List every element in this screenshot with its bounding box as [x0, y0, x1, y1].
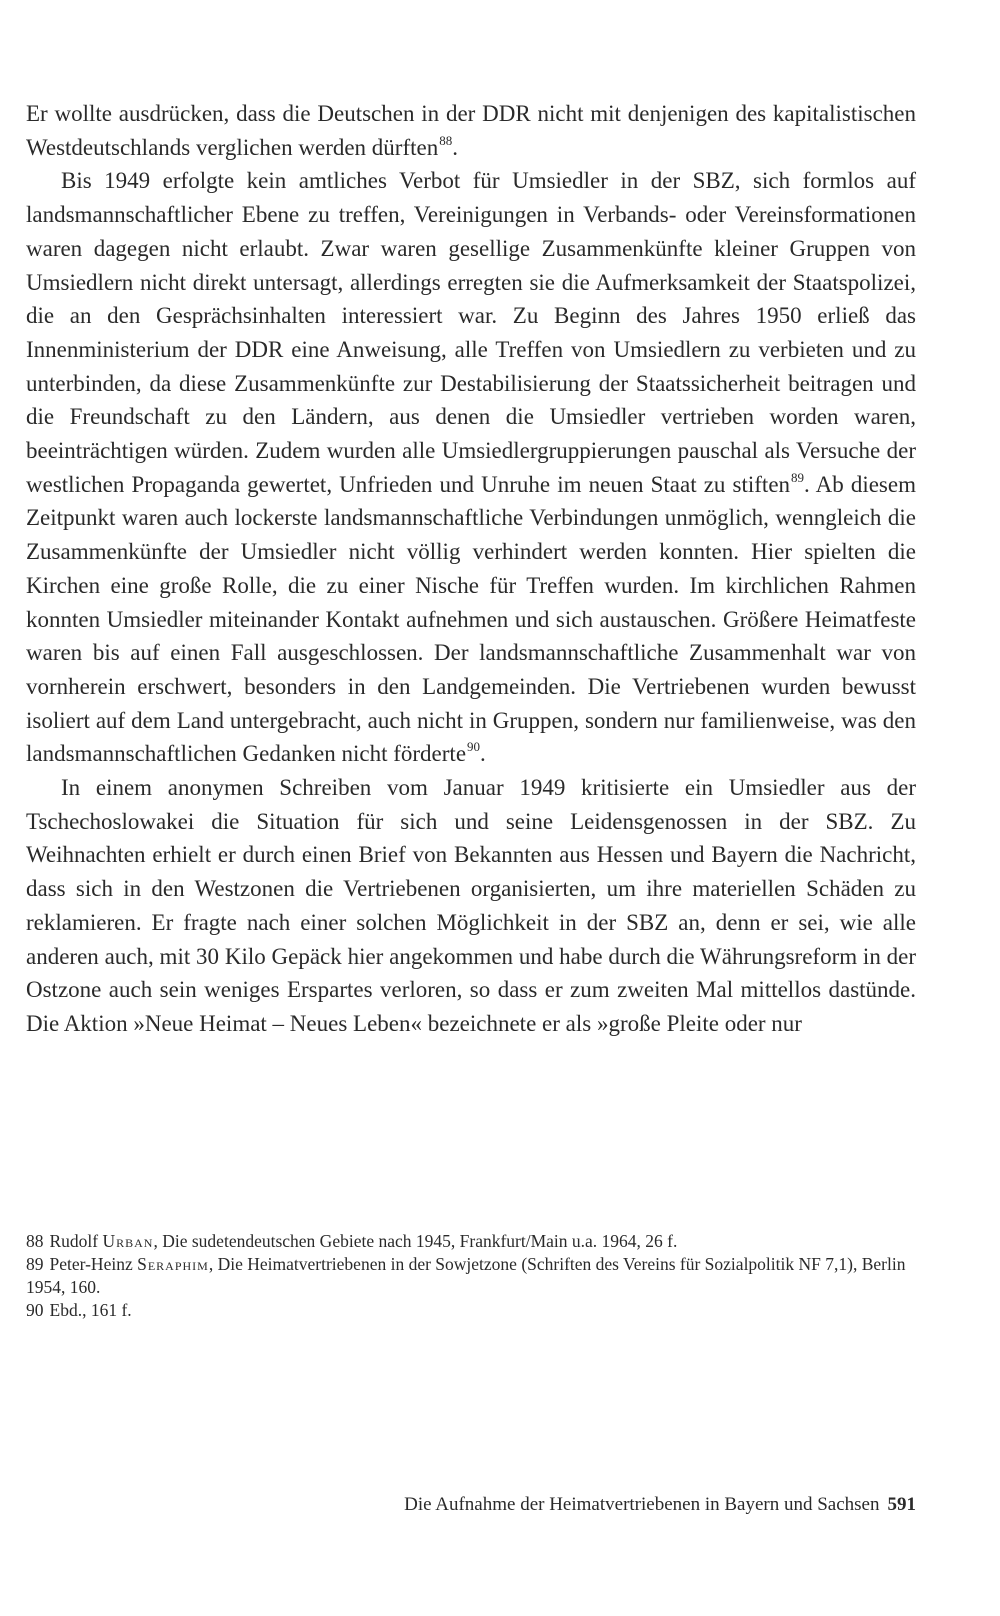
paragraph-2-end: . [480, 741, 486, 767]
footnote-88 [26, 1230, 916, 1253]
footnote-ref-89[interactable]: 89 [791, 469, 805, 485]
footnote-number: 90 [26, 1300, 44, 1320]
footnote-ref-88[interactable]: 88 [439, 132, 453, 148]
paragraph-2 [26, 164, 916, 771]
footnote-ref-90[interactable]: 90 [467, 739, 481, 755]
page-number: 591 [887, 1494, 916, 1515]
footnote-text-post: , Die sudetendeutschen Gebiete nach 1945, Frankfurt/Main u.a. 1964, 26 f. [153, 1231, 678, 1251]
footnote-number: 89 [26, 1254, 44, 1274]
running-footer [404, 1493, 916, 1517]
paragraph-1 [26, 97, 916, 164]
paragraph-2-text-b: . Ab diesem Zeitpunkt waren auch lockerste landsmannschaftliche Verbindungen unmöglich, wenngleich die Zusammenkünfte der Umsiedler nicht völlig verhindert werden konnten. Hier spielten die Kirchen eine große Rolle, die zu einer Nische für Treffen wurden. Im kirchlichen Rahmen konnten Umsiedler miteinander Kontakt aufnehmen und sich austauschen. Größere Heimatfeste waren bis auf einen Fall ausgeschlossen. Der landsmannschaftliche Zusammenhalt war von vornherein erschwert, besonders in den Landgemeinden. Die Vertriebenen wurden bewusst isoliert auf dem Land untergebracht, auch nicht in Gruppen, sondern nur familienweise, was den landsmannschaftlichen Gedanken nicht förderte [26, 471, 916, 767]
paragraph-1-text: Er wollte ausdrücken, dass die Deutschen in der DDR nicht mit denjenigen des kapitalistischen Westdeutschlands verglichen werden dürften [26, 101, 916, 160]
footnote-number: 88 [26, 1231, 44, 1251]
running-title: Die Aufnahme der Heimatvertriebenen in Bayern und Sachsen [404, 1494, 880, 1515]
footnote-90 [26, 1299, 916, 1322]
footnote-text-pre: Rudolf [49, 1231, 103, 1251]
footnote-text-post: , Die Heimatvertriebenen in der Sowjetzone (Schriften des Vereins für Sozialpolitik NF 7,1), Berlin 1954, 160. [26, 1254, 906, 1297]
footnotes [26, 1230, 916, 1322]
footnote-89 [26, 1253, 916, 1299]
paragraph-2-text-a: Bis 1949 erfolgte kein amtliches Verbot für Umsiedler in der SBZ, sich formlos auf landsmannschaftlicher Ebene zu treffen, Vereinigungen in Verbands- oder Vereinsformationen waren dagegen nicht erlaubt. Zwar waren gesellige Zusammenkünfte kleiner Gruppen von Umsiedlern nicht direkt untersagt, allerdings erregten sie die Aufmerksamkeit der Staatspolizei, die an den Gesprächsinhalten interessiert war. Zu Beginn des Jahres 1950 erließ das Innenministerium der DDR eine Anweisung, alle Treffen von Umsiedlern zu verbieten und zu unterbinden, da diese Zusammenkünfte zur Destabilisierung der Staatssicherheit beitragen und die Freundschaft zu den Ländern, aus denen die Umsiedler vertrieben worden waren, beeinträchtigen würden. Zudem wurden alle Umsiedlergruppierungen pauschal als Versuche der westlichen Propaganda gewertet, Unfrieden und Unruhe im neuen Staat zu stiften [26, 168, 916, 497]
footnote-text-post: Ebd., 161 f. [49, 1300, 132, 1320]
paragraph-3-text: In einem anonymen Schreiben vom Januar 1949 kritisierte ein Umsiedler aus der Tschechoslowakei die Situation für sich und seine Leidensgenossen in der SBZ. Zu Weihnachten erhielt er durch einen Brief von Bekannten aus Hessen und Bayern die Nachricht, dass sich in den Westzonen die Vertriebenen organisierten, um ihre materiellen Schäden zu reklamieren. Er fragte nach einer solchen Möglichkeit in der SBZ an, denn er sei, wie alle anderen auch, mit 30 Kilo Gepäck hier angekommen und habe durch die Währungsreform in der Ostzone auch sein weniges Erspartes verloren, so dass er zum zweiten Mal mittellos dastünde. Die Aktion »Neue Heimat – Neues Leben« bezeichnete er als »große Pleite oder nur [26, 775, 916, 1036]
footnote-author: Urban [102, 1231, 154, 1251]
footnote-text-pre: Peter-Heinz [49, 1254, 138, 1274]
book-page [26, 0, 916, 1616]
body-text [26, 97, 916, 1041]
footnote-author: Seraphim [137, 1254, 209, 1274]
paragraph-3 [26, 771, 916, 1041]
paragraph-1-end: . [452, 134, 458, 160]
